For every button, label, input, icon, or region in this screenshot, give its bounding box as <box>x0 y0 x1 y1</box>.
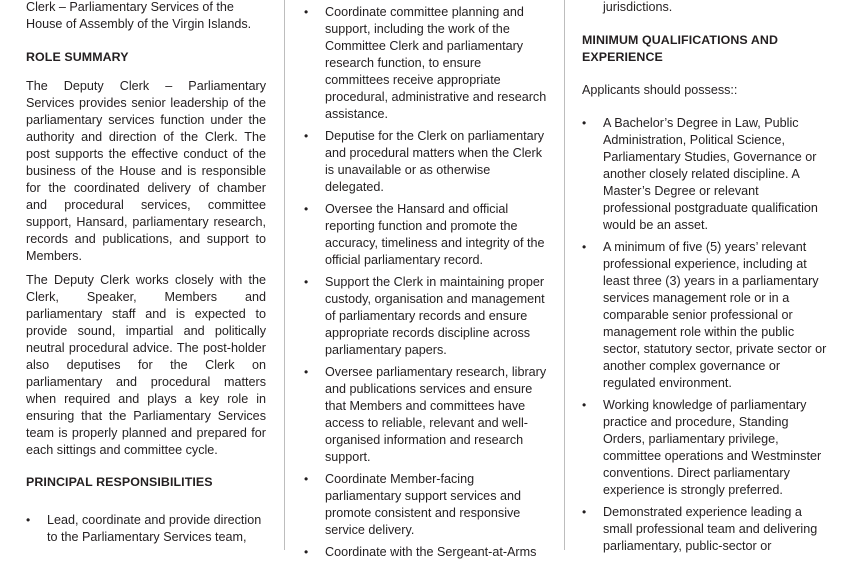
column-middle <box>304 0 548 566</box>
column-right <box>582 0 828 560</box>
bullet-icon: • <box>304 545 309 559</box>
column-divider-left <box>284 0 285 550</box>
list-item: • Demonstrated experience leading a small professional team and delivering parliamentary, public-sector or <box>582 505 818 553</box>
principal-responsibilities-heading: PRINCIPAL RESPONSIBILITIES <box>26 475 213 489</box>
bullet-icon: • <box>582 505 587 519</box>
applicants-intro: Applicants should possess:: <box>582 83 738 97</box>
list-item: • Working knowledge of parliamentary practice and procedure, Standing Orders, parliamentary privilege, committee operations and Westminster conventions. Direct parliamentary experience is strongly preferred. <box>582 398 822 497</box>
role-summary-paragraph-1: The Deputy Clerk – Parliamentary Services provides senior leadership of the parliamentary services function under the authority and direction of the Clerk. The post supports the effective conduct of the business of the House and is responsible for the coordinated delivery of chamber and procedural services, committee support, Hansard, parliamentary research, records and publications, and support to Members. <box>26 79 266 263</box>
bullet-icon: • <box>304 472 309 486</box>
bullet-icon: • <box>304 5 309 19</box>
bullet-icon: • <box>582 398 587 412</box>
list-item: • Oversee the Hansard and official reporting function and promote the accuracy, timeliness and integrity of the official parliamentary record. <box>304 202 545 267</box>
role-summary-paragraph-2: The Deputy Clerk works closely with the Clerk, Speaker, Members and parliamentary staff and is expected to provide sound, impartial and politically neutral procedural advice. The post-holder also deputises for the Clerk on parliamentary and procedural matters when required and plays a key role in ensuring that the Parliamentary Services team is properly planned and prepared for each sittings and committee cycle. <box>26 273 266 457</box>
role-summary-heading: ROLE SUMMARY <box>26 50 129 64</box>
previous-item-tail: jurisdictions. <box>603 0 673 14</box>
bullet-icon: • <box>304 365 309 379</box>
list-item: • Coordinate with the Sergeant-at-Arms <box>304 545 537 559</box>
bullet-icon: • <box>304 275 309 289</box>
list-item: • Coordinate committee planning and support, including the work of the Committee Clerk and parliamentary research function, to ensure committees receive appropriate procedural, administrative and research assistance. <box>304 5 547 121</box>
bullet-icon: • <box>304 202 309 216</box>
list-item: • Support the Clerk in maintaining proper custody, organisation and management of parliamentary records and ensure appropriate records discipline across parliamentary papers. <box>304 275 545 357</box>
qualifications-list <box>582 115 828 555</box>
bullet-icon: • <box>582 240 587 254</box>
intro-paragraph-tail: Clerk – Parliamentary Services of the House of Assembly of the Virgin Islands. <box>26 0 252 31</box>
list-item: • Lead, coordinate and provide direction to the Parliamentary Services team, <box>26 513 262 544</box>
bullet-icon: • <box>582 116 587 130</box>
list-item: • A minimum of five (5) years’ relevant professional experience, including at least three (3) years in a parliamentary services management role or in a comparable senior professional or management role within the public sector, statutory sector, private sector or another complex governance or regulated environment. <box>582 240 827 390</box>
bullet-icon: • <box>26 513 31 527</box>
list-item: • Deputise for the Clerk on parliamentary and procedural matters when the Clerk is unavailable or as otherwise delegated. <box>304 129 545 194</box>
column-left <box>26 0 266 551</box>
responsibilities-list-start <box>26 512 266 546</box>
list-item: • Oversee parliamentary research, library and publications services and ensure that Members and committees have access to reliable, relevant and well-organised information and research support. <box>304 365 547 464</box>
list-item: • Coordinate Member-facing parliamentary support services and promote consistent and responsive service delivery. <box>304 472 521 537</box>
list-item: • A Bachelor’s Degree in Law, Public Administration, Political Science, Parliamentary Studies, Governance or another closely related discipline. A Master’s Degree or relevant professional postgraduate qualification would be an asset. <box>582 116 818 232</box>
responsibilities-list <box>304 4 548 561</box>
minimum-qualifications-heading: MINIMUM QUALIFICATIONS AND EXPERIENCE <box>582 33 779 64</box>
column-divider-right <box>564 0 565 550</box>
bullet-icon: • <box>304 129 309 143</box>
